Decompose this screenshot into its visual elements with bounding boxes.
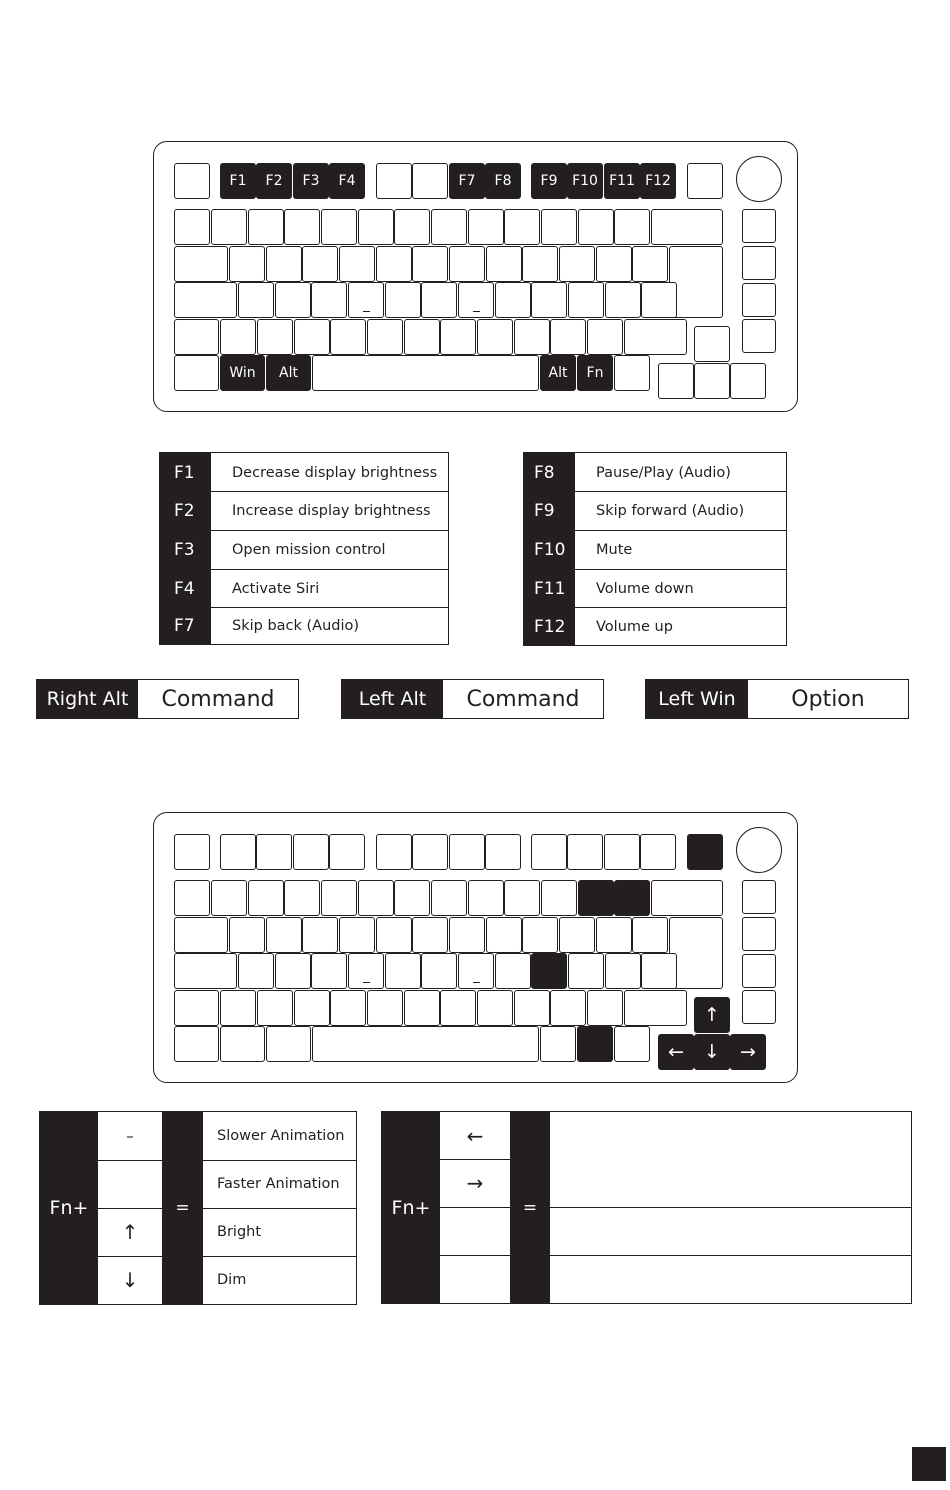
key-f [348, 282, 384, 318]
key-side [742, 917, 776, 951]
key [229, 246, 265, 282]
key [541, 880, 577, 916]
key [477, 990, 513, 1026]
key [567, 834, 603, 870]
key-side [742, 209, 776, 243]
combo-action: Faster Animation [217, 1176, 340, 1192]
key-f12: F12 [640, 163, 676, 199]
combo-key: ↓ [121, 1268, 139, 1292]
key [514, 319, 550, 355]
combo-key: → [466, 1171, 484, 1195]
remap-key: Left Alt [342, 680, 443, 718]
fn-prefix-label: Fn+ [40, 1112, 98, 1304]
function-key-label: F10 [524, 531, 575, 569]
key [449, 246, 485, 282]
fn-combo-table-left [39, 1111, 357, 1305]
key [421, 953, 457, 989]
function-description: Decrease display brightness [232, 464, 438, 481]
key-enter [669, 246, 723, 318]
key-alt-right: Alt [540, 355, 576, 391]
equals-label: = [162, 1112, 203, 1304]
key [248, 209, 284, 245]
key [339, 917, 375, 953]
keyboard-diagram-mac-layer [153, 141, 798, 412]
key [449, 834, 485, 870]
key [284, 209, 320, 245]
remap-left-alt [341, 679, 604, 719]
key-arrow-left [658, 363, 694, 399]
key [431, 209, 467, 245]
key [596, 246, 632, 282]
key-alt-left [266, 1026, 311, 1062]
remap-key: Right Alt [37, 680, 138, 718]
equals-label: = [510, 1112, 550, 1303]
key-tab [174, 246, 228, 282]
key [321, 880, 357, 916]
key [311, 953, 347, 989]
key-arrow-down-highlighted: ↓ [694, 1034, 730, 1070]
function-key-label: F9 [524, 492, 575, 530]
remap-key: Left Win [646, 680, 748, 718]
key [339, 246, 375, 282]
key [266, 246, 302, 282]
combo-key [440, 1255, 510, 1303]
table-row [160, 453, 448, 492]
table-row [524, 453, 786, 492]
key [485, 834, 521, 870]
key [266, 917, 302, 953]
key-esc [174, 834, 210, 870]
key [440, 319, 476, 355]
key [468, 880, 504, 916]
key-f7: F7 [449, 163, 485, 199]
function-description: Volume up [596, 618, 673, 635]
key-side [742, 319, 776, 353]
key [587, 990, 623, 1026]
function-description: Volume down [596, 581, 694, 597]
function-description: Mute [596, 542, 633, 558]
key-tab [174, 917, 228, 953]
key-space [312, 1026, 539, 1062]
key [256, 834, 292, 870]
combo-action: Bright [217, 1224, 262, 1240]
key [211, 209, 247, 245]
key [421, 282, 457, 318]
key-f1: F1 [220, 163, 256, 199]
key-side [742, 283, 776, 317]
key-side [742, 954, 776, 988]
volume-knob [736, 827, 782, 873]
key [468, 209, 504, 245]
key [394, 880, 430, 916]
key-l-highlighted [531, 953, 567, 989]
key-f4: F4 [329, 163, 365, 199]
table-row [524, 491, 786, 530]
key [632, 246, 668, 282]
key [302, 917, 338, 953]
key [531, 834, 567, 870]
key-f9: F9 [531, 163, 567, 199]
volume-knob [736, 156, 782, 202]
key [578, 209, 614, 245]
key [220, 319, 256, 355]
table-row [160, 491, 448, 530]
key-shift-right [624, 990, 687, 1026]
key [257, 990, 293, 1026]
key-side [742, 246, 776, 280]
key-side [742, 880, 776, 914]
key [275, 282, 311, 318]
key [614, 209, 650, 245]
key-equal-highlighted [614, 880, 650, 916]
key-caps [174, 953, 237, 989]
combo-action: Dim [217, 1272, 247, 1288]
key-f3: F3 [293, 163, 329, 199]
key [522, 917, 558, 953]
key-backspace [651, 880, 723, 916]
key [495, 953, 531, 989]
combo-key [440, 1207, 510, 1255]
key [293, 834, 329, 870]
key-f [348, 953, 384, 989]
table-row [524, 569, 786, 608]
combo-key: ← [466, 1123, 484, 1148]
key-shift-left [174, 990, 219, 1026]
table-row [160, 569, 448, 607]
remap-left-win [645, 679, 909, 719]
combo-key: ↑ [121, 1220, 139, 1244]
function-key-label: F1 [160, 453, 211, 492]
key [477, 319, 513, 355]
key-arrow-right [730, 363, 766, 399]
key [640, 834, 676, 870]
key [238, 953, 274, 989]
function-key-label: F8 [524, 453, 575, 492]
key-j [458, 953, 494, 989]
key [641, 282, 677, 318]
key [394, 209, 430, 245]
key [568, 953, 604, 989]
key-ctrl-right [614, 1026, 650, 1062]
key [541, 209, 577, 245]
key [329, 834, 365, 870]
key [174, 880, 210, 916]
key-backspace [651, 209, 723, 245]
key [486, 917, 522, 953]
key [559, 917, 595, 953]
key [367, 990, 403, 1026]
key [404, 990, 440, 1026]
key-f6 [412, 163, 448, 199]
table-row [160, 530, 448, 569]
remap-value: Command [161, 686, 275, 712]
key [311, 282, 347, 318]
key-f8: F8 [485, 163, 521, 199]
key-arrow-up [694, 326, 730, 362]
key [321, 209, 357, 245]
key [302, 246, 338, 282]
key-fn-highlighted [577, 1026, 613, 1062]
remap-right-alt [36, 679, 299, 719]
key-f5 [376, 163, 412, 199]
function-key-label: F12 [524, 608, 575, 645]
combo-key [98, 1160, 162, 1208]
key-win [220, 1026, 265, 1062]
table-row [160, 607, 448, 644]
key [385, 282, 421, 318]
function-key-label: F7 [160, 608, 211, 644]
key-f11: F11 [604, 163, 640, 199]
key [632, 917, 668, 953]
key [229, 917, 265, 953]
divider [550, 1207, 911, 1208]
key-minus-highlighted [578, 880, 614, 916]
key [605, 282, 641, 318]
key [174, 209, 210, 245]
function-description: Skip forward (Audio) [596, 503, 745, 519]
key [284, 880, 320, 916]
key-enter [669, 917, 723, 989]
key-f10: F10 [567, 163, 603, 199]
key [604, 834, 640, 870]
key [531, 282, 567, 318]
combo-key: – [126, 1127, 134, 1145]
key [294, 319, 330, 355]
function-description: Increase display brightness [232, 503, 431, 519]
key [504, 209, 540, 245]
key [568, 282, 604, 318]
fn-prefix-label: Fn+ [382, 1112, 440, 1303]
key-shift-left [174, 319, 219, 355]
key [449, 917, 485, 953]
key [220, 990, 256, 1026]
remap-value: Option [791, 686, 865, 712]
key [514, 990, 550, 1026]
function-key-table-right [523, 452, 787, 646]
function-description: Open mission control [232, 542, 386, 558]
key [412, 246, 448, 282]
key-print [687, 163, 723, 199]
key-j [458, 282, 494, 318]
key-ctrl-left [174, 1026, 219, 1062]
key-ctrl-right [614, 355, 650, 391]
key-space [312, 355, 539, 391]
table-row [524, 530, 786, 569]
function-description: Activate Siri [232, 580, 320, 597]
key-f2: F2 [256, 163, 292, 199]
key [358, 209, 394, 245]
key [376, 246, 412, 282]
key-caps [174, 282, 237, 318]
key [220, 834, 256, 870]
key-arrow-left-highlighted: ← [658, 1034, 694, 1070]
function-key-label: F4 [160, 570, 211, 607]
key-ctrl-left [174, 355, 219, 391]
key [550, 319, 586, 355]
fn-combo-table-right [381, 1111, 912, 1304]
function-key-label: F11 [524, 570, 575, 608]
key [376, 917, 412, 953]
function-key-label: F3 [160, 531, 211, 569]
key [330, 319, 366, 355]
key [385, 953, 421, 989]
key-alt-left: Alt [266, 355, 311, 391]
key-fn: Fn [577, 355, 613, 391]
key [412, 834, 448, 870]
key [559, 246, 595, 282]
key [248, 880, 284, 916]
key-shift-right [624, 319, 687, 355]
key [275, 953, 311, 989]
key [440, 990, 476, 1026]
key [404, 319, 440, 355]
key-esc [174, 163, 210, 199]
key [550, 990, 586, 1026]
key [367, 319, 403, 355]
key-arrow-down [694, 363, 730, 399]
function-key-label: F2 [160, 492, 211, 530]
key [596, 917, 632, 953]
key [358, 880, 394, 916]
key [431, 880, 467, 916]
remap-value: Command [466, 686, 580, 712]
key [504, 880, 540, 916]
combo-action: Slower Animation [217, 1128, 345, 1144]
key [587, 319, 623, 355]
key [605, 953, 641, 989]
key [522, 246, 558, 282]
key [641, 953, 677, 989]
key-print-highlighted [687, 834, 723, 870]
keyboard-diagram-fn-layer [153, 812, 798, 1083]
key [211, 880, 247, 916]
function-key-table-left [159, 452, 449, 645]
function-description: Pause/Play (Audio) [596, 464, 731, 481]
key-arrow-right-highlighted: → [730, 1034, 766, 1070]
table-row [524, 607, 786, 645]
key [330, 990, 366, 1026]
key [238, 282, 274, 318]
key [257, 319, 293, 355]
page-corner-marker [912, 1447, 946, 1481]
key-arrow-up-highlighted: ↑ [694, 997, 730, 1033]
key [376, 834, 412, 870]
key [412, 917, 448, 953]
divider [550, 1255, 911, 1256]
key [486, 246, 522, 282]
function-description: Skip back (Audio) [232, 618, 360, 634]
key [294, 990, 330, 1026]
key-side [742, 990, 776, 1024]
key [495, 282, 531, 318]
key-win: Win [220, 355, 265, 391]
key-alt-right [540, 1026, 576, 1062]
